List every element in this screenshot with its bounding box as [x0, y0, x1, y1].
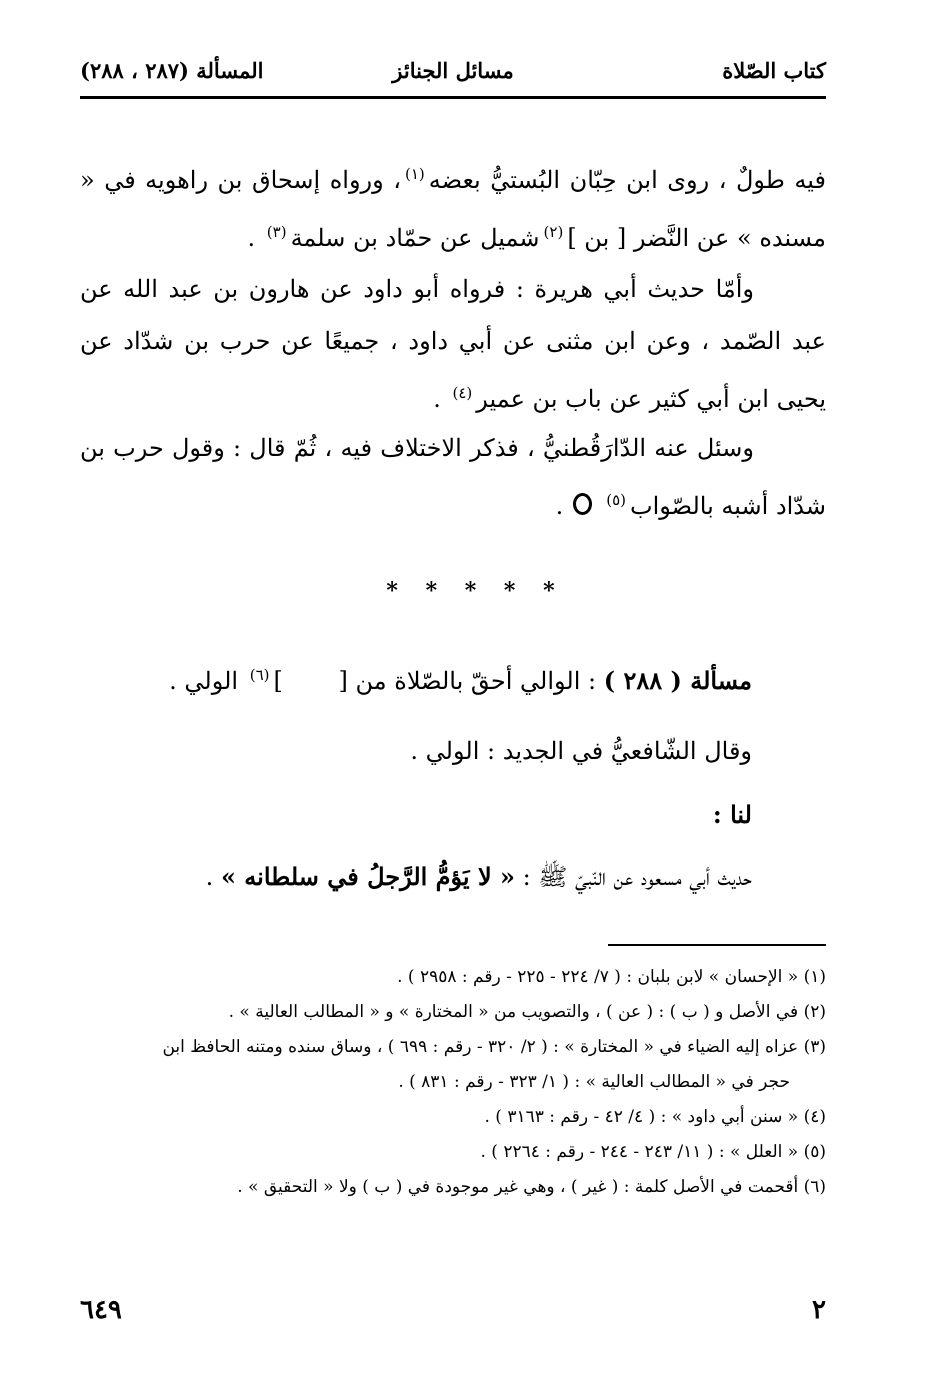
- masala-line4-end: .: [205, 863, 214, 891]
- volume-number: ٢: [812, 1295, 826, 1325]
- para1-part3: شميل عن حمّاد بن سلمة: [290, 224, 540, 252]
- hadith-quote: « لا يَؤمُّ الرَّجلُ في سلطانه »: [220, 862, 516, 891]
- running-header: [80, 52, 826, 92]
- para1-part2: ، ورواه إسحاق بن راهويه في « مسنده » عن النَّضر [ بن ]: [80, 166, 826, 252]
- header-divider: [80, 96, 826, 99]
- masala-line4-part1: حديث أبي مسعود عن النّبيّ ﷺ :: [522, 863, 752, 891]
- footnote-2: (٢) في الأصل و ( ب ) : ( عن ) ، والتصويب من « المختارة » و « المطالب العالية » .: [228, 1002, 826, 1022]
- paragraph-1: [80, 148, 826, 264]
- para2-end: .: [433, 385, 441, 413]
- masala-heading-line: [80, 666, 752, 695]
- header-issue-range: المسألة (٢٨٧ ، ٢٨٨): [80, 58, 264, 83]
- masala-text2: الولي .: [169, 667, 239, 695]
- footnote-3: (٣) عزاه إليه الضياء في « المختارة » : ( ٢/ ٣٢٠ - رقم : ٦٩٩ ) ، وساق سنده ومتنه الحافظ ابن: [162, 1037, 826, 1057]
- header-chapter-title: مسائل الجنائز: [392, 58, 514, 83]
- footnote-ref-1: (١): [404, 165, 425, 183]
- para3-end: .: [555, 492, 564, 520]
- footnote-ref-6: (٦): [249, 666, 270, 684]
- footnote-ref-4: (٤): [452, 384, 473, 402]
- footnote-ref-5: (٥): [606, 491, 627, 509]
- masala-title: مسألة ( ٢٨٨ ): [603, 666, 752, 695]
- masala-line-4: [80, 862, 752, 897]
- footnote-ref-3: (٣): [266, 223, 287, 241]
- footnote-6: (٦) أقحمت في الأصل كلمة : ( غير ) ، وهي غير موجودة في ( ب ) ولا « التحقيق » .: [237, 1177, 826, 1197]
- section-separator: * * * * *: [386, 578, 565, 604]
- end-circle-icon: [573, 493, 592, 515]
- footnote-divider: [608, 944, 826, 946]
- masala-text1: : الوالي أحقّ بالصّلاة من [: [338, 667, 597, 695]
- para2-text: وأمّا حديث أبي هريرة : فرواه أبو داود عن هارون بن عبد الله عن عبد الصّمد ، وعن ابن مثنى عن أبي داود ، جميعًا عن حرب بن شدّاد عن يحيى ابن أبي كثير عن باب بن عمير: [80, 275, 826, 413]
- page-number: ٦٤٩: [80, 1295, 122, 1325]
- masala-line-3: لنا :: [712, 800, 752, 829]
- masala-line-2: وقال الشّافعيُّ في الجديد : الولي .: [410, 737, 752, 765]
- footnote-1: (١) « الإحسان » لابن بلبان : ( ٧/ ٢٢٤ - ٢٢٥ - رقم : ٢٩٥٨ ) .: [397, 967, 826, 987]
- header-book-title: كتاب الصّلاة: [722, 58, 826, 83]
- footnote-ref-2: (٢): [543, 223, 564, 241]
- para1-part1: فيه طولٌ ، روى ابن حِبّان البُستيُّ بعضه: [428, 166, 826, 194]
- masala-bracket-close: ]: [273, 667, 283, 695]
- footnote-5: (٥) « العلل » : ( ١١/ ٢٤٣ - ٢٤٤ - رقم : ٢٢٦٤ ) .: [480, 1142, 826, 1162]
- para1-end: .: [247, 224, 256, 252]
- footnote-4: (٤) « سنن أبي داود » : ( ٤/ ٤٢ - رقم : ٣١٦٣ ) .: [484, 1107, 826, 1127]
- footnote-3-continued: حجر في « المطالب العالية » : ( ١/ ٣٢٣ - رقم : ٨٣١ ) .: [398, 1072, 790, 1092]
- footnotes: [80, 960, 826, 1205]
- para3-text: وسئل عنه الدّارَقُطنيُّ ، فذكر الاختلاف فيه ، ثُمّ قال : وقول حرب بن شدّاد أشبه بالصّواب: [80, 434, 826, 520]
- paragraph-2: [80, 263, 826, 425]
- paragraph-3: [80, 422, 826, 532]
